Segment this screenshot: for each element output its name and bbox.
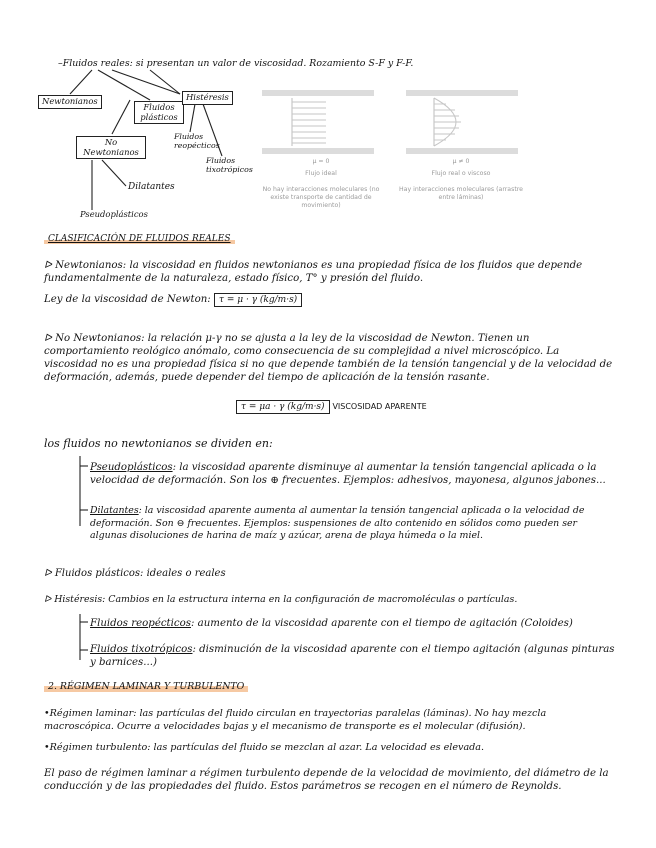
reopecticos-item: [90, 617, 616, 630]
reynolds-paragraph: El paso de régimen laminar a régimen turbulento depende de la velocidad de movimiento, del diámetro de la conducción y de las propiedades del fluido. Estos parámetros se recogen en el número de Reynolds.: [44, 768, 609, 792]
tree-newtonianos: Newtonianos: [38, 95, 102, 109]
pseudo-text: : la viscosidad aparente disminuye al aumentar la tensión tangencial aplicada o la velocidad de deformación. Son los ⊕ frecuentes. Ejemplos: adhesivos, mayonesa, algunos jabones...: [90, 462, 606, 486]
tixo-text: : disminución de la viscosidad aparente con el tiempo agitación (algunas pinturas y barnices...): [90, 644, 615, 668]
aparente-formula: τ = μa · γ (kg/m·s): [236, 400, 330, 414]
viscosidad-aparente: [236, 400, 427, 414]
tixo-term: Fluidos tixotrópicos: [90, 644, 193, 655]
intro-line: –Fluidos reales: si presentan un valor de viscosidad. Rozamiento S-F y F-F.: [58, 58, 414, 69]
pseudoplasticos-item: [90, 461, 616, 487]
section2-title: 2. RÉGIMEN LAMINAR Y TURBULENTO: [44, 681, 248, 692]
ley-formula: τ = μ · γ (kg/m·s): [214, 293, 302, 307]
tree-reopecticos: Fluidos reopécticos: [174, 132, 220, 150]
reo-term: Fluidos reopécticos: [90, 618, 191, 629]
flow-diagram: [256, 88, 530, 158]
ley-label: Ley de la viscosidad de Newton:: [44, 294, 211, 305]
dilatantes-item: [90, 505, 616, 543]
ideal-mu: μ = 0: [312, 158, 330, 165]
aparente-label: VISCOSIDAD APARENTE: [332, 402, 427, 411]
dividen-line: los fluidos no newtonianos se dividen en:: [44, 437, 273, 450]
ideal-title: Flujo ideal: [305, 170, 337, 177]
tree-no-newtonianos: No Newtonianos: [76, 136, 146, 159]
tixotropicos-item: [90, 643, 616, 669]
dilat-term: Dilatantes: [90, 505, 139, 516]
section1-title: CLASIFICACIÓN DE FLUIDOS REALES: [44, 234, 235, 244]
histeresis-line: ᐅ Histéresis: Cambios en la estructura interna en la configuración de macromoléculas o partículas.: [44, 594, 518, 605]
newtonianos-paragraph: ᐅ Newtonianos: la viscosidad en fluidos newtonianos es una propiedad física de los fluidos que depende fundamentalmente de la naturaleza, estado físico, T° y presión del fluido.: [44, 260, 583, 284]
no-newtonianos-paragraph: ᐅ No Newtonianos: la relación μ-γ no se ajusta a la ley de la viscosidad de Newton. Tienen un comportamiento reológico anómalo, como consecuencia de su complejidad a nivel microscópico. La viscosidad no es una propiedad física si no que depende también de la tensión tangencial y de la velocidad de deformación, además, puede depender del tiempo de aplicación de la tensión rasante.: [44, 333, 613, 383]
tree-dilatantes: Dilatantes: [128, 182, 175, 192]
real-mu: μ ≠ 0: [452, 158, 470, 165]
plasticos-line: ᐅ Fluidos plásticos: ideales o reales: [44, 568, 226, 579]
pseudo-term: Pseudoplásticos: [90, 462, 173, 473]
flow-figure: [256, 88, 530, 223]
dilat-text: : la viscosidad aparente aumenta al aumentar la tensión tangencial aplicada o la velocidad de deformación. Son ⊖ frecuentes. Ejemplos: suspensiones de alto contenido en sólidos como pueden ser algunas disoluciones de harina de maíz y azúcar, arena de playa húmeda o la miel.: [90, 505, 585, 541]
real-title: Flujo real o viscoso: [431, 170, 491, 177]
reo-text: : aumento de la viscosidad aparente con el tiempo de agitación (Coloides): [190, 618, 573, 629]
turbulento-paragraph: •Régimen turbulento: las partículas del fluido se mezclan al azar. La velocidad es elevada.: [44, 742, 485, 753]
tree-plasticos: Fluidos plásticos: [134, 101, 184, 124]
real-desc: Hay interacciones moleculares (arrastre entre láminas): [399, 186, 523, 201]
tree-pseudoplasticos: Pseudoplásticos: [80, 209, 148, 219]
ideal-desc: No hay interacciones moleculares (no existe transporte de cantidad de movimiento): [262, 186, 380, 209]
laminar-paragraph: •Régimen laminar: las partículas del fluido circulan en trayectorias paralelas (láminas). No hay mezcla macroscópica. Ocurre a velocidades bajas y el mecanismo de transporte es el molecular (difusión).: [44, 708, 547, 732]
tree-tixotropicos: Fluidos tixotrópicos: [206, 156, 253, 174]
tree-histeresis: Histéresis: [182, 91, 233, 105]
